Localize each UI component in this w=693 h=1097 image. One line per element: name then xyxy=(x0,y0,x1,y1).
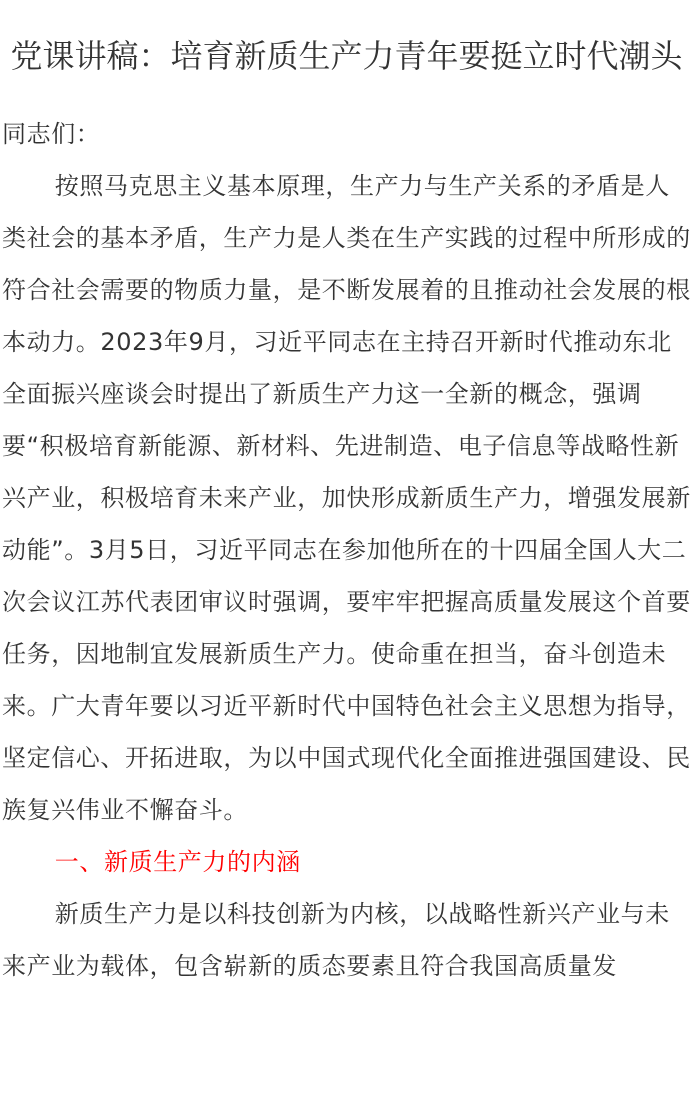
section-1-paragraph: 新质生产力是以科技创新为内核，以战略性新兴产业与未来产业为载体，包含崭新的质态要素且符合我国高质量发 xyxy=(2,900,670,980)
intro-paragraph: 按照马克思主义基本原理，生产力与生产关系的矛盾是人类社会的基本矛盾，生产力是人类在生产实践的过程中所形成的符合社会需要的物质力量，是不断发展着的且推动社会发展的根本动力。2023年9月，习近平同志在主持召开新时代推动东北全面振兴座谈会时提出了新质生产力这一全新的概念，强调要“积极培育新能源、新材料、先进制造、电子信息等战略性新兴产业，积极培育未来产业，加快形成新质生产力，增强发展新动能”。3月5日，习近平同志在参加他所在的十四届全国人大二次会议江苏代表团审议时强调，要牢牢把握高质量发展这个首要任务，因地制宜发展新质生产力。使命重在担当，奋斗创造未来。广大青年要以习近平新时代中国特色社会主义思想为指导，坚定信心、开拓进取，为以中国式现代化全面推进强国建设、民族复兴伟业不懈奋斗。 xyxy=(2,172,691,824)
article-title: 党课讲稿：培育新质生产力青年要挺立时代潮头 xyxy=(10,37,683,75)
section-heading-1: 一、新质生产力的内涵 xyxy=(54,848,301,876)
greeting-line: 同志们： xyxy=(2,120,101,148)
article-body xyxy=(0,108,693,992)
